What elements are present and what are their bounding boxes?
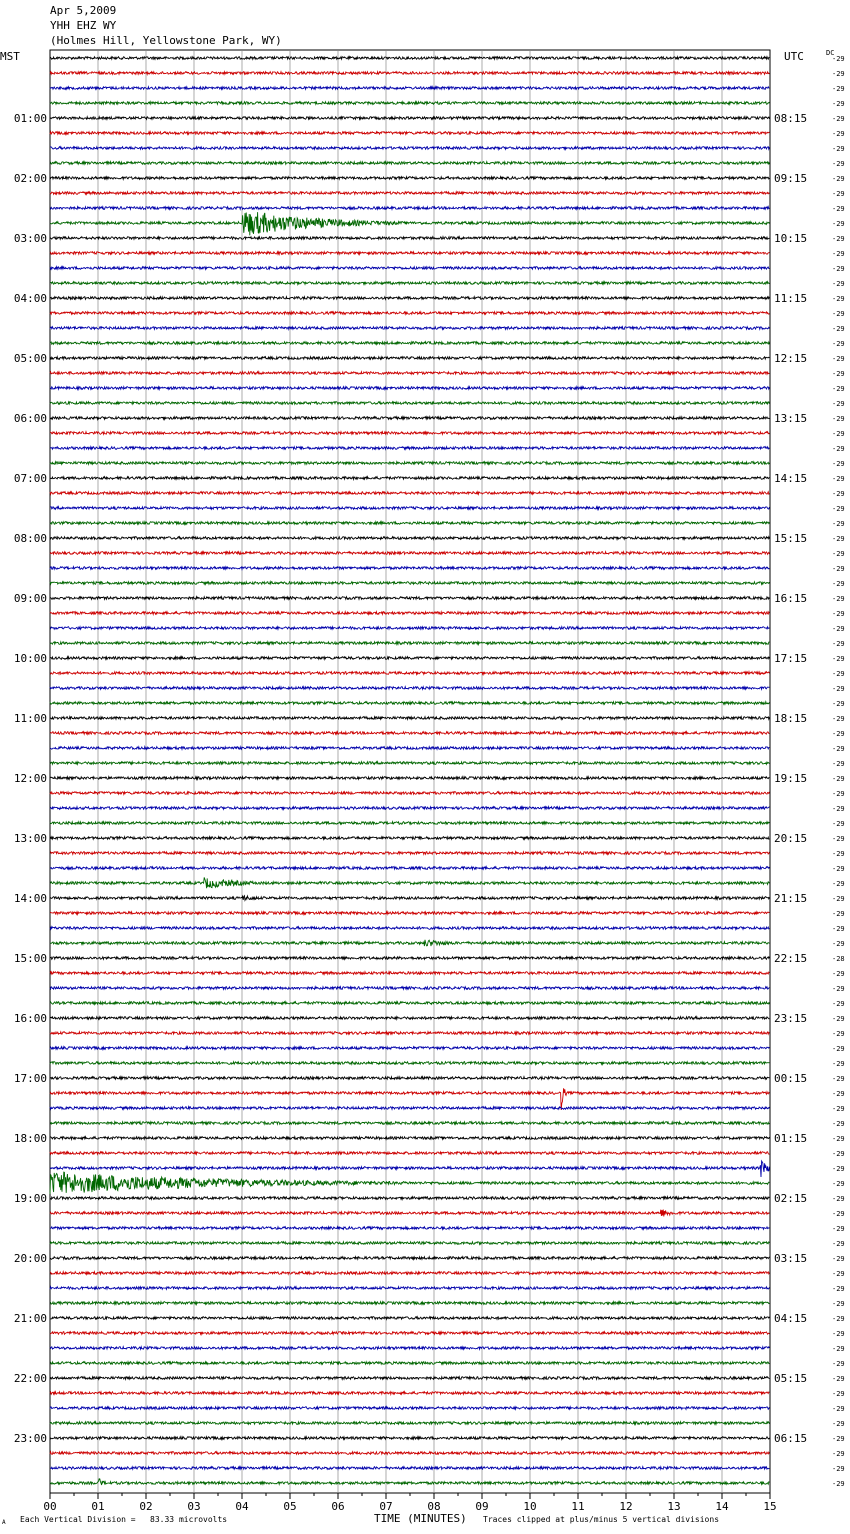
left-hour-label: 08:00 xyxy=(13,532,47,545)
left-hour-label: 07:00 xyxy=(13,472,47,485)
trace-row xyxy=(50,477,769,480)
right-hour-label: 16:15 xyxy=(774,592,808,605)
trace-row xyxy=(50,297,769,300)
left-hour-label: 01:00 xyxy=(13,112,47,125)
x-tick-label: 14 xyxy=(715,1500,729,1513)
dc-offset-label: -29 xyxy=(832,1090,845,1098)
trace-row xyxy=(50,912,769,915)
right-hour-label: 04:15 xyxy=(774,1312,808,1325)
trace-row xyxy=(50,212,769,235)
dc-offset-label: -29 xyxy=(832,1285,845,1293)
dc-offset-label: -29 xyxy=(832,1180,845,1188)
x-tick-label: 04 xyxy=(235,1500,249,1513)
dc-offset-label: -29 xyxy=(832,820,845,828)
dc-offset-label: -29 xyxy=(832,1420,845,1428)
trace-row xyxy=(50,1272,769,1275)
left-hour-label: 23:00 xyxy=(13,1432,47,1445)
left-timezone-label: MST xyxy=(0,50,20,63)
trace-row xyxy=(50,522,769,525)
scale-note: Each Vertical Division = 83.33 microvolts xyxy=(20,1515,228,1524)
x-tick-label: 07 xyxy=(379,1500,393,1513)
trace-row xyxy=(50,402,769,405)
plot-frame xyxy=(50,50,770,1493)
dc-offset-label: -29 xyxy=(832,745,845,753)
corner-mark: A xyxy=(2,1519,6,1526)
trace-row xyxy=(50,1332,769,1335)
trace-row xyxy=(50,1062,769,1065)
dc-offset-label: -29 xyxy=(832,1390,845,1398)
dc-offset-label: -29 xyxy=(832,1150,845,1158)
trace-row xyxy=(50,192,769,195)
left-hour-label: 14:00 xyxy=(13,892,47,905)
trace-row xyxy=(50,462,769,465)
trace-row xyxy=(50,582,769,585)
trace-row xyxy=(50,702,769,705)
dc-offset-label: -29 xyxy=(832,85,845,93)
x-tick-label: 05 xyxy=(283,1500,297,1513)
dc-offset-label: -29 xyxy=(832,715,845,723)
dc-offset-label: -29 xyxy=(832,1450,845,1458)
trace-row xyxy=(50,762,769,765)
dc-offset-label: -29 xyxy=(832,235,845,243)
x-tick-label: 06 xyxy=(331,1500,345,1513)
x-tick-label: 01 xyxy=(91,1500,105,1513)
right-hour-label: 09:15 xyxy=(774,172,808,185)
trace-row xyxy=(50,1161,769,1177)
left-hour-label: 11:00 xyxy=(13,712,47,725)
trace-row xyxy=(50,1257,769,1260)
trace-row xyxy=(50,1152,769,1155)
trace-row xyxy=(50,177,769,180)
dc-offset-label: -29 xyxy=(832,1120,845,1128)
x-tick-label: 08 xyxy=(427,1500,441,1513)
dc-offset-label: -29 xyxy=(832,1225,845,1233)
left-hour-label: 10:00 xyxy=(13,652,47,665)
trace-row xyxy=(50,1227,769,1230)
dc-offset-label: -29 xyxy=(832,775,845,783)
dc-offset-label: -29 xyxy=(832,520,845,528)
trace-row xyxy=(50,732,769,735)
dc-offset-label: -29 xyxy=(832,670,845,678)
left-hour-label: 17:00 xyxy=(13,1072,47,1085)
right-hour-label: 17:15 xyxy=(774,652,808,665)
dc-offset-label: -29 xyxy=(832,1435,845,1443)
trace-row xyxy=(50,1452,769,1455)
trace-row xyxy=(50,567,769,570)
trace-row xyxy=(50,1347,769,1350)
trace-row xyxy=(50,1122,769,1125)
trace-row xyxy=(50,237,769,240)
right-hour-label: 08:15 xyxy=(774,112,808,125)
trace-row xyxy=(50,867,769,870)
trace-row xyxy=(50,1197,769,1200)
left-hour-label: 20:00 xyxy=(13,1252,47,1265)
dc-offset-label: -29 xyxy=(832,1075,845,1083)
right-hour-label: 11:15 xyxy=(774,292,808,305)
trace-row xyxy=(50,1437,769,1440)
dc-offset-label: -29 xyxy=(832,460,845,468)
dc-offset-label: -29 xyxy=(832,325,845,333)
x-tick-label: 00 xyxy=(43,1500,57,1513)
dc-offset-label: -29 xyxy=(832,160,845,168)
trace-row xyxy=(50,612,769,615)
dc-offset-label: -29 xyxy=(832,1330,845,1338)
dc-offset-label: -29 xyxy=(832,535,845,543)
trace-row xyxy=(50,492,769,495)
right-hour-label: 03:15 xyxy=(774,1252,808,1265)
plot-date: Apr 5,2009 xyxy=(50,4,117,17)
trace-row xyxy=(50,1047,769,1050)
dc-offset-label: -29 xyxy=(832,910,845,918)
dc-offset-label: -29 xyxy=(832,1165,845,1173)
left-hour-label: 22:00 xyxy=(13,1372,47,1385)
dc-offset-label: -29 xyxy=(832,1300,845,1308)
trace-row xyxy=(50,1137,769,1140)
trace-row xyxy=(50,1077,769,1080)
left-hour-label: 21:00 xyxy=(13,1312,47,1325)
dc-offset-label: -29 xyxy=(832,1405,845,1413)
dc-offset-label: -29 xyxy=(832,1375,845,1383)
trace-row xyxy=(50,207,769,210)
right-hour-label: 23:15 xyxy=(774,1012,808,1025)
trace-row xyxy=(50,327,769,330)
trace-row xyxy=(50,747,769,750)
dc-offset-label: -29 xyxy=(832,220,845,228)
dc-offset-label: -29 xyxy=(832,1060,845,1068)
dc-offset-label: -29 xyxy=(832,685,845,693)
right-hour-label: 22:15 xyxy=(774,952,808,965)
trace-row xyxy=(50,717,769,720)
trace-row xyxy=(50,387,769,390)
trace-row xyxy=(50,1467,769,1470)
dc-offset-label: -28 xyxy=(832,955,845,963)
dc-offset-label: -29 xyxy=(832,790,845,798)
right-hour-label: 12:15 xyxy=(774,352,808,365)
trace-row xyxy=(50,657,769,660)
dc-offset-label: -29 xyxy=(832,550,845,558)
dc-offset-label: -29 xyxy=(832,865,845,873)
dc-offset-label: -29 xyxy=(832,1000,845,1008)
dc-offset-label: -29 xyxy=(832,925,845,933)
trace-row xyxy=(50,1287,769,1290)
right-hour-label: 20:15 xyxy=(774,832,808,845)
left-hour-label: 05:00 xyxy=(13,352,47,365)
right-hour-label: 14:15 xyxy=(774,472,808,485)
right-hour-label: 18:15 xyxy=(774,712,808,725)
trace-row xyxy=(50,1362,769,1365)
dc-offset-label: -29 xyxy=(832,610,845,618)
trace-row xyxy=(50,1242,769,1245)
dc-offset-label: -29 xyxy=(832,340,845,348)
dc-offset-label: -29 xyxy=(832,1255,845,1263)
trace-row xyxy=(50,1302,769,1305)
dc-offset-label: -29 xyxy=(832,130,845,138)
dc-offset-label: -29 xyxy=(832,1105,845,1113)
trace-row xyxy=(50,1107,769,1110)
left-hour-label: 12:00 xyxy=(13,772,47,785)
left-hour-label: 02:00 xyxy=(13,172,47,185)
dc-offset-label: -29 xyxy=(832,730,845,738)
right-hour-label: 21:15 xyxy=(774,892,808,905)
trace-row xyxy=(50,627,769,630)
dc-offset-label: -29 xyxy=(832,970,845,978)
dc-offset-label: -29 xyxy=(832,1045,845,1053)
trace-row xyxy=(50,940,769,946)
dc-offset-label: -29 xyxy=(832,1360,845,1368)
trace-row xyxy=(50,1172,769,1194)
trace-row xyxy=(50,1479,769,1485)
trace-row xyxy=(50,1210,769,1217)
trace-row xyxy=(50,282,769,285)
trace-row xyxy=(50,162,769,165)
dc-offset-label: -29 xyxy=(832,145,845,153)
trace-row xyxy=(50,102,769,105)
clip-note: Traces clipped at plus/minus 5 vertical divisions xyxy=(483,1515,720,1524)
x-axis-title: TIME (MINUTES) xyxy=(374,1512,467,1525)
dc-offset-label: -29 xyxy=(832,580,845,588)
left-hour-label: 04:00 xyxy=(13,292,47,305)
trace-row xyxy=(50,687,769,690)
dc-offset-label: -29 xyxy=(832,310,845,318)
trace-row xyxy=(50,1317,769,1320)
trace-row xyxy=(50,372,769,375)
trace-row xyxy=(50,87,769,90)
dc-offset-label: -29 xyxy=(832,655,845,663)
dc-offset-label: -29 xyxy=(832,835,845,843)
trace-row xyxy=(50,117,769,120)
dc-offset-label: -29 xyxy=(832,760,845,768)
right-hour-label: 01:15 xyxy=(774,1132,808,1145)
x-tick-label: 02 xyxy=(139,1500,153,1513)
trace-row xyxy=(50,896,769,901)
trace-row xyxy=(50,72,769,75)
station-code: YHH EHZ WY xyxy=(50,19,117,32)
dc-offset-label: -29 xyxy=(832,55,845,63)
x-tick-label: 13 xyxy=(667,1500,681,1513)
left-hour-label: 19:00 xyxy=(13,1192,47,1205)
dc-offset-label: -29 xyxy=(832,190,845,198)
trace-row xyxy=(50,57,769,60)
left-hour-label: 18:00 xyxy=(13,1132,47,1145)
right-hour-label: 05:15 xyxy=(774,1372,808,1385)
dc-offset-label: -29 xyxy=(832,640,845,648)
trace-row xyxy=(50,597,769,600)
dc-offset-label: -29 xyxy=(832,1465,845,1473)
dc-offset-label: -29 xyxy=(832,100,845,108)
dc-offset-label: -29 xyxy=(832,850,845,858)
dc-offset-label: -29 xyxy=(832,1240,845,1248)
dc-offset-label: -29 xyxy=(832,1345,845,1353)
left-hour-label: 09:00 xyxy=(13,592,47,605)
dc-offset-label: -29 xyxy=(832,1210,845,1218)
x-tick-label: 11 xyxy=(571,1500,585,1513)
right-hour-label: 02:15 xyxy=(774,1192,808,1205)
trace-row xyxy=(50,1392,769,1395)
dc-offset-label: -29 xyxy=(832,490,845,498)
dc-offset-label: -29 xyxy=(832,1270,845,1278)
trace-row xyxy=(50,252,769,255)
dc-offset-label: -29 xyxy=(832,70,845,78)
dc-offset-label: -29 xyxy=(832,415,845,423)
trace-row xyxy=(50,507,769,510)
trace-row xyxy=(50,852,769,855)
trace-row xyxy=(50,1407,769,1410)
dc-offset-label: -29 xyxy=(832,940,845,948)
dc-offset-label: -29 xyxy=(832,625,845,633)
trace-row xyxy=(50,342,769,345)
x-tick-label: 09 xyxy=(475,1500,489,1513)
right-hour-label: 10:15 xyxy=(774,232,808,245)
dc-offset-label: -29 xyxy=(832,370,845,378)
right-hour-label: 15:15 xyxy=(774,532,808,545)
dc-offset-label: -29 xyxy=(832,265,845,273)
trace-row xyxy=(50,927,769,930)
trace-row xyxy=(50,1032,769,1035)
left-hour-label: 16:00 xyxy=(13,1012,47,1025)
dc-offset-label: -29 xyxy=(832,280,845,288)
dc-offset-label: -29 xyxy=(832,445,845,453)
left-hour-label: 06:00 xyxy=(13,412,47,425)
dc-offset-label: -29 xyxy=(832,175,845,183)
right-hour-label: 06:15 xyxy=(774,1432,808,1445)
trace-row xyxy=(50,552,769,555)
dc-offset-label: -29 xyxy=(832,355,845,363)
dc-offset-label: -29 xyxy=(832,595,845,603)
left-hour-label: 13:00 xyxy=(13,832,47,845)
left-hour-label: 15:00 xyxy=(13,952,47,965)
trace-row xyxy=(50,987,769,990)
trace-row xyxy=(50,877,769,888)
trace-row xyxy=(50,792,769,795)
dc-offset-label: -29 xyxy=(832,205,845,213)
dc-offset-label: -29 xyxy=(832,400,845,408)
dc-offset-label: -29 xyxy=(832,430,845,438)
dc-offset-label: -29 xyxy=(832,295,845,303)
dc-offset-label: -29 xyxy=(832,1195,845,1203)
dc-offset-label: -29 xyxy=(832,805,845,813)
dc-offset-label: -29 xyxy=(832,1135,845,1143)
trace-row xyxy=(50,147,769,150)
right-timezone-label: UTC xyxy=(784,50,804,63)
trace-row xyxy=(50,837,769,840)
trace-row xyxy=(50,777,769,780)
right-hour-label: 00:15 xyxy=(774,1072,808,1085)
x-tick-label: 15 xyxy=(763,1500,777,1513)
dc-offset-label: -29 xyxy=(832,880,845,888)
trace-row xyxy=(50,1002,769,1005)
dc-offset-label: -29 xyxy=(832,565,845,573)
dc-offset-label: -29 xyxy=(832,1480,845,1488)
trace-row xyxy=(50,357,769,360)
left-hour-label: 03:00 xyxy=(13,232,47,245)
trace-row xyxy=(50,1017,769,1020)
right-hour-label: 13:15 xyxy=(774,412,808,425)
trace-row xyxy=(50,132,769,135)
trace-row xyxy=(50,822,769,825)
x-tick-label: 10 xyxy=(523,1500,537,1513)
trace-row xyxy=(50,447,769,450)
trace-row xyxy=(50,417,769,420)
right-hour-label: 19:15 xyxy=(774,772,808,785)
trace-row xyxy=(50,1422,769,1425)
trace-row xyxy=(50,537,769,540)
trace-row xyxy=(50,807,769,810)
dc-offset-label: -29 xyxy=(832,985,845,993)
dc-offset-label: -29 xyxy=(832,1030,845,1038)
dc-offset-header: DC xyxy=(826,49,835,57)
trace-row xyxy=(50,267,769,270)
dc-offset-label: -29 xyxy=(832,895,845,903)
trace-row xyxy=(50,957,769,960)
trace-row xyxy=(50,432,769,435)
station-location: (Holmes Hill, Yellowstone Park, WY) xyxy=(50,34,282,47)
dc-offset-label: -29 xyxy=(832,1315,845,1323)
dc-offset-label: -29 xyxy=(832,1015,845,1023)
dc-offset-label: -29 xyxy=(832,250,845,258)
dc-offset-label: -29 xyxy=(832,505,845,513)
trace-row xyxy=(50,1377,769,1380)
dc-offset-label: -29 xyxy=(832,475,845,483)
trace-row xyxy=(50,642,769,645)
dc-offset-label: -29 xyxy=(832,385,845,393)
trace-row xyxy=(50,972,769,975)
x-tick-label: 12 xyxy=(619,1500,633,1513)
dc-offset-label: -29 xyxy=(832,700,845,708)
dc-offset-label: -29 xyxy=(832,115,845,123)
x-tick-label: 03 xyxy=(187,1500,201,1513)
trace-row xyxy=(50,312,769,315)
trace-row xyxy=(50,672,769,675)
